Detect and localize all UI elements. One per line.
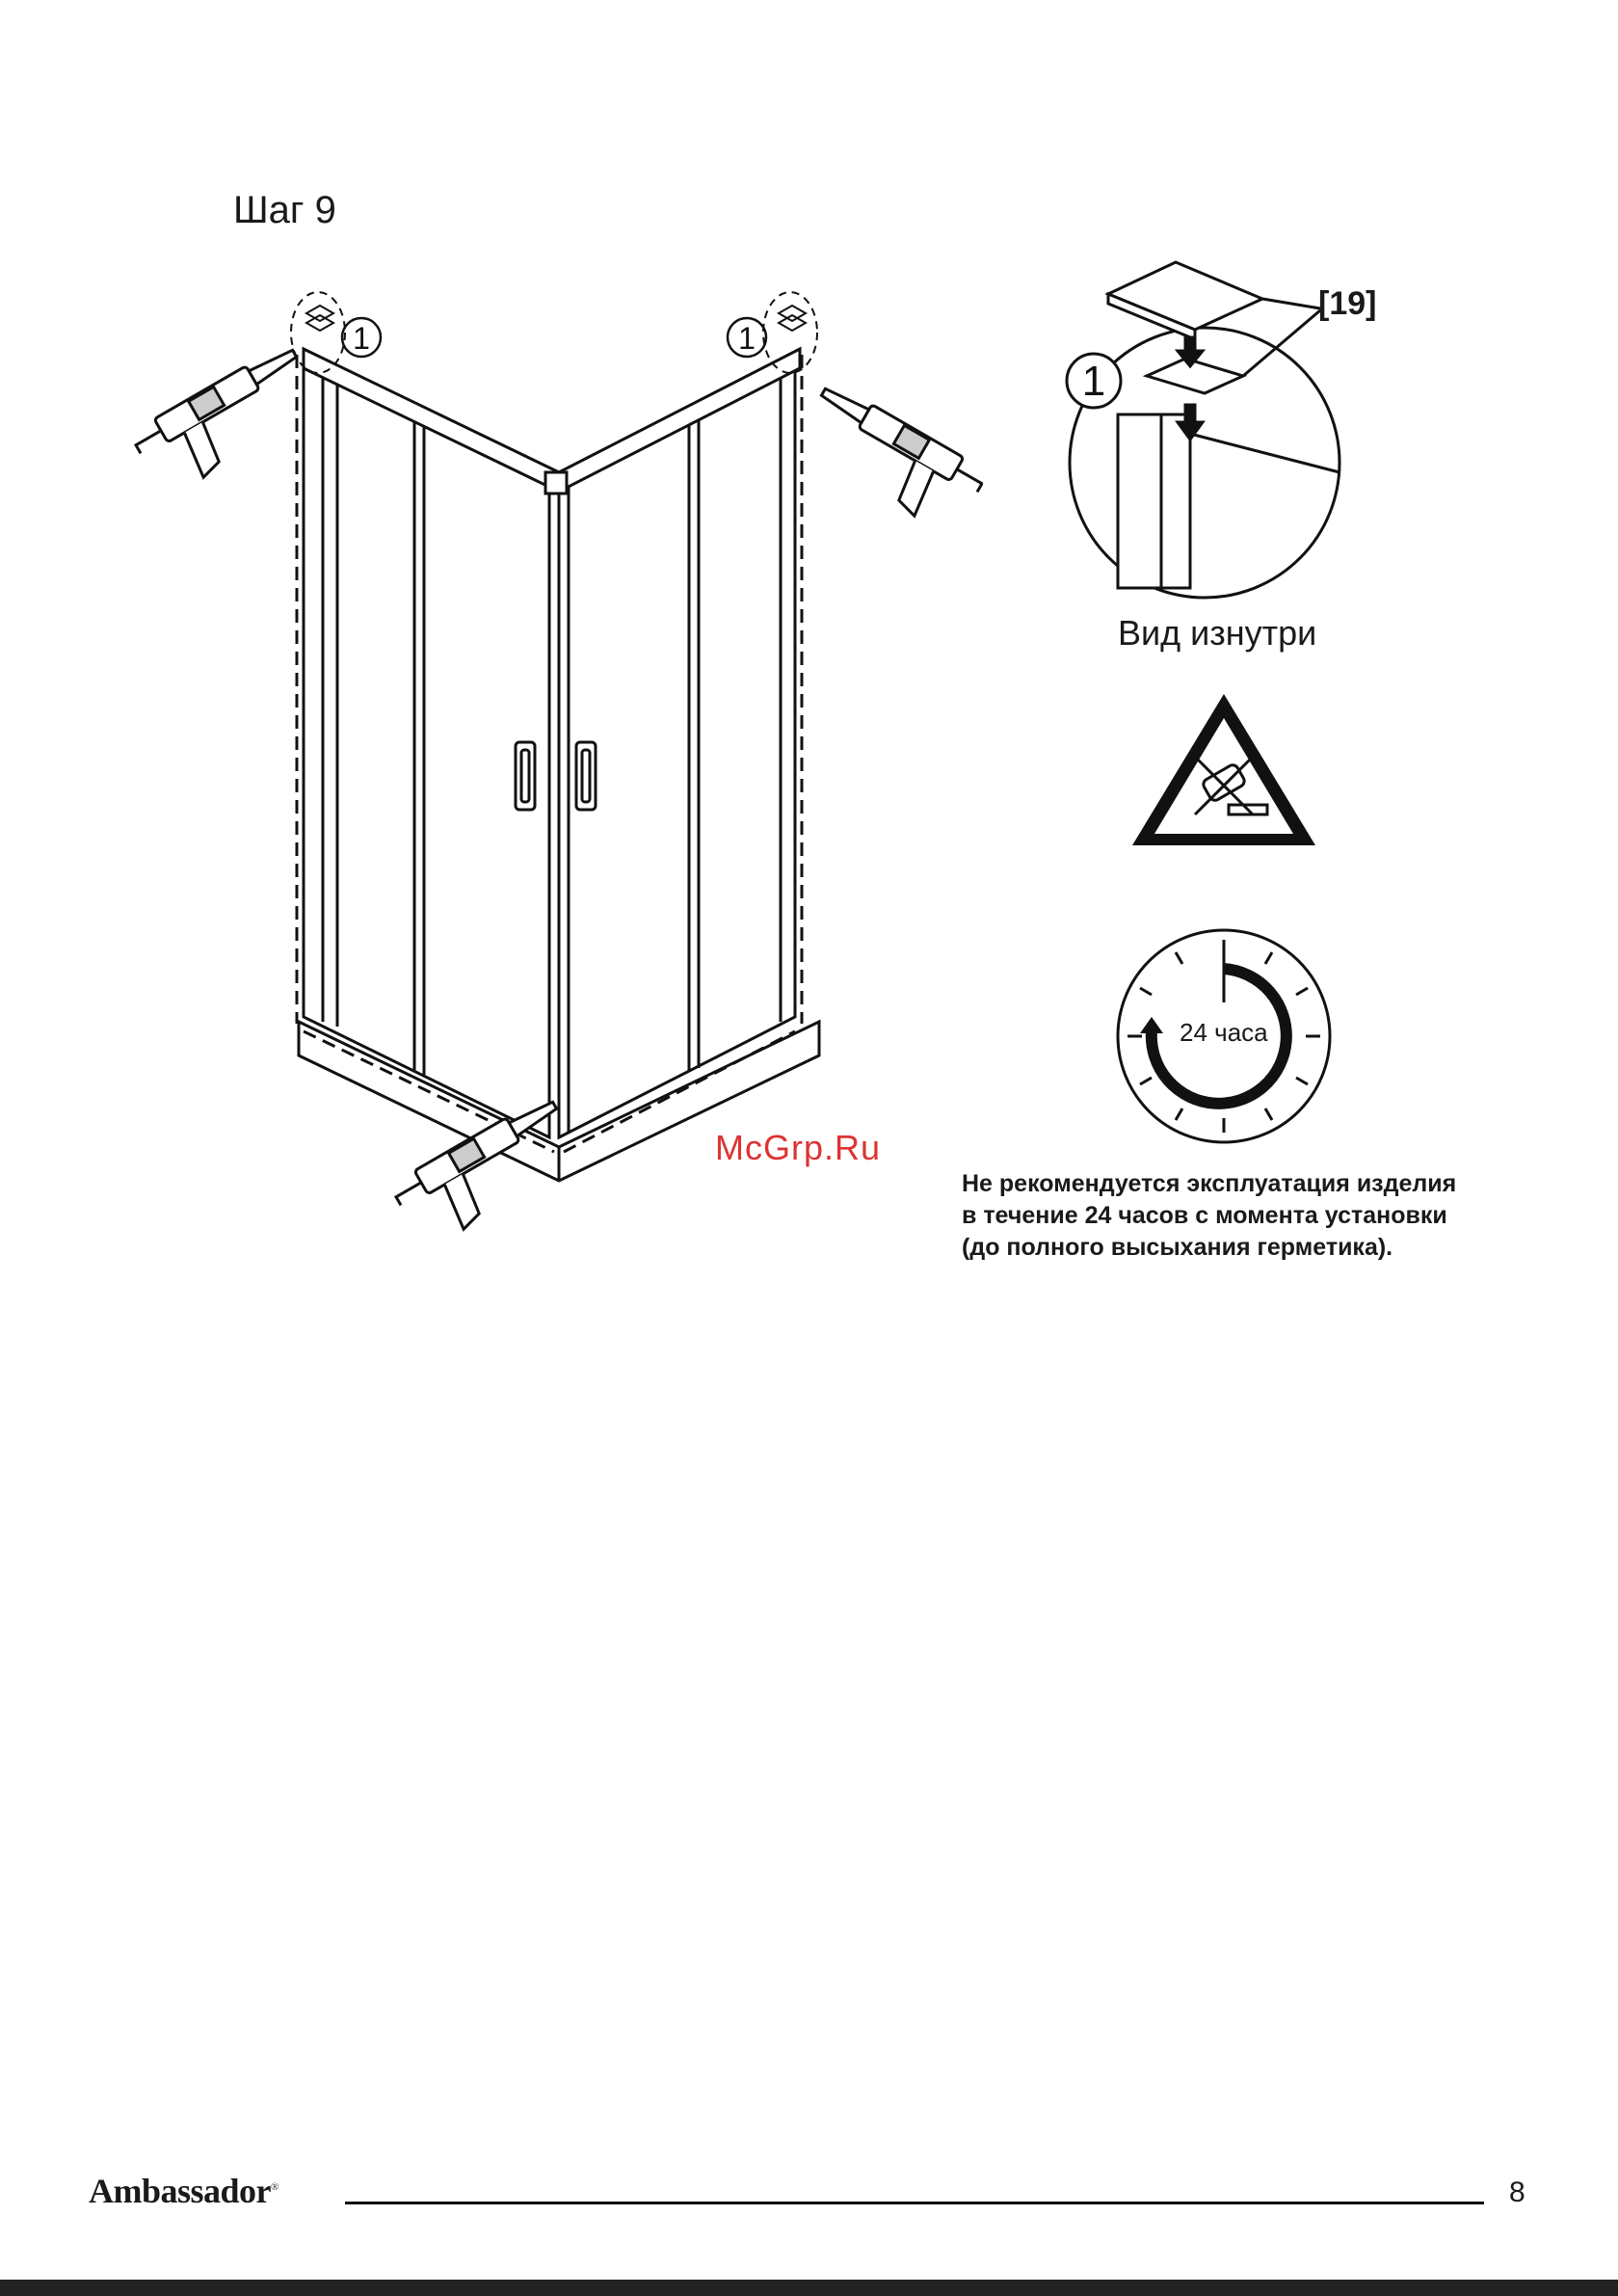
- callout-left-text: 1: [353, 321, 370, 356]
- right-door-handle: [576, 742, 596, 810]
- sealant-gun-icon: [792, 381, 983, 538]
- bottom-strip: [0, 2280, 1618, 2296]
- warning-line-1: Не рекомендуется эксплуатация изделия: [962, 1170, 1457, 1197]
- detail-view-diagram: [1041, 251, 1359, 607]
- callout-detail-text: 1: [1081, 358, 1106, 405]
- left-door-handle: [516, 742, 535, 810]
- left-frame: [304, 357, 549, 1137]
- clock-label: 24 часа: [1180, 1018, 1268, 1047]
- footer-divider: [345, 2202, 1484, 2204]
- registered-mark: ®: [271, 2181, 279, 2193]
- callout-right-text: 1: [738, 321, 756, 356]
- detail-caption: Вид изнутри: [1118, 613, 1317, 653]
- warning-triangle-icon: [1127, 689, 1320, 853]
- brand-logo: [89, 2171, 279, 2211]
- warning-line-3: (до полного высыхания герметика).: [962, 1234, 1393, 1261]
- brand-name: Ambassador: [89, 2172, 272, 2210]
- end-cap-icon: [306, 306, 333, 331]
- warning-text: [962, 1168, 1578, 1264]
- part-number-label: [19]: [1318, 285, 1377, 322]
- warning-line-2: в течение 24 часов с момента установки: [962, 1202, 1447, 1229]
- page-number: 8: [1509, 2176, 1525, 2208]
- watermark: McGrp.Ru: [715, 1128, 882, 1167]
- step-title: Шаг 9: [233, 189, 336, 231]
